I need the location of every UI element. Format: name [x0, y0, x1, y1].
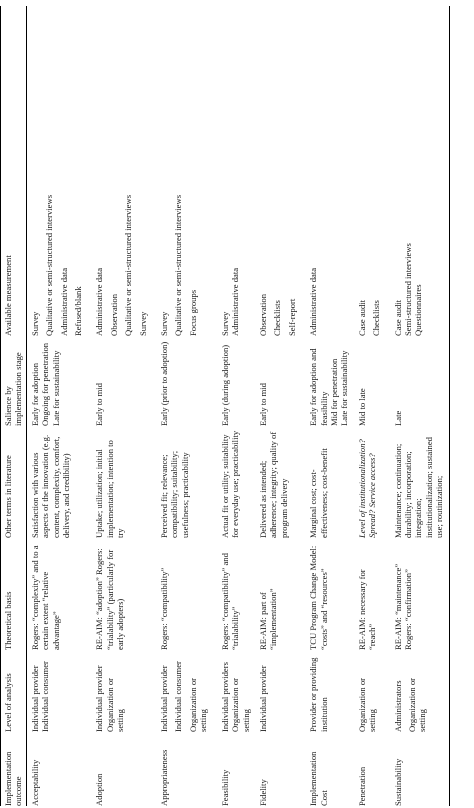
table-row: [156, 6, 217, 806]
cell-level: [390, 650, 450, 732]
cell-terms: Maintenance; continuation; durability; incorporation; integration; institutionalization; sustained use; routinization;: [390, 426, 450, 538]
level-item: Organization or setting: [187, 677, 209, 732]
cell-outcome: Acceptability: [29, 759, 40, 806]
cell-level: [26, 650, 91, 732]
cell-measurement: [217, 6, 255, 336]
measurement-item: Survey: [219, 311, 230, 336]
measurement-item: Administrative data: [308, 267, 319, 336]
cell-terms: Marginal cost; cost-effectiveness; cost-benefit: [308, 448, 329, 538]
level-item: Individual consumer: [173, 661, 184, 732]
measurement-item: Observation: [108, 293, 119, 336]
cell-terms: Level of institutionalization? Spread? Service access?: [356, 439, 378, 538]
cell-level: [255, 650, 305, 732]
salience-item: Late: [392, 410, 403, 426]
level-item: Individual providers: [219, 662, 230, 732]
cell-basis: RE-AIM: “adoption” Rogers: “trialability” (particularly for early adopters): [94, 548, 126, 650]
cell-salience: [305, 336, 354, 426]
cell-level: [217, 650, 255, 732]
header-basis: Theoretical basis: [1, 538, 27, 650]
cell-salience: [217, 336, 255, 426]
level-item: Individual consumer: [40, 661, 51, 732]
measurement-item: Observation: [257, 293, 268, 336]
level-item: Individual provider: [29, 665, 40, 732]
cell-outcome: Appropriateness: [159, 749, 170, 806]
cell-salience: [156, 336, 217, 426]
level-item: Organization or setting: [104, 677, 126, 732]
cell-level: [305, 650, 354, 732]
cell-basis: RE-AIM: necessary for “reach”: [356, 569, 378, 650]
cell-measurement: [305, 6, 354, 336]
cell-outcome: Penetration: [356, 766, 367, 806]
header-salience: Salience by implementation stage: [1, 336, 27, 426]
cell-basis: RE-AIM: “maintenance” Rogers: “confirmation”: [390, 538, 450, 650]
measurement-item: Questionnaires: [413, 284, 424, 336]
measurement-item: Checklists: [371, 300, 382, 336]
level-item: Provider or providing institution: [308, 657, 329, 732]
salience-item: Late for sustainability: [339, 350, 350, 426]
cell-measurement: [26, 6, 91, 336]
cell-terms: Satisfaction with various aspects of the innovation (e.g. content, complexity, comfort, delivery, and credibility): [29, 434, 72, 538]
cell-salience: [91, 336, 156, 426]
salience-item: Mid to late: [356, 388, 367, 426]
level-item: Organization or setting: [230, 677, 251, 732]
measurement-item: Semi-structured interviews: [402, 243, 413, 336]
measurement-item: Focus groups: [187, 289, 198, 336]
cell-level: [91, 650, 156, 732]
level-item: Organization or setting: [356, 677, 378, 732]
cell-basis: TCU Program Change Model: “costs” and “resources”: [308, 545, 329, 650]
table-row: [217, 6, 255, 806]
measurement-item: Administrative data: [230, 267, 241, 336]
measurement-item: Qualitative or semi-structured interviews: [173, 194, 184, 336]
cell-measurement: [354, 6, 390, 336]
measurement-item: Case audit: [356, 299, 367, 336]
table-row: [390, 6, 450, 806]
cell-level: [354, 650, 390, 732]
measurement-item: Self-report: [286, 298, 297, 336]
level-item: Administrators: [392, 680, 403, 732]
salience-item: Ongoing for penetration: [40, 342, 51, 426]
salience-item: Early to mid: [94, 383, 105, 426]
header-terms: Other terms in literature: [1, 426, 27, 538]
level-item: Organization or setting: [406, 677, 428, 732]
measurement-item: Survey: [159, 311, 170, 336]
cell-measurement: [156, 6, 217, 336]
cell-level: [156, 650, 217, 732]
table-row: [91, 6, 156, 806]
salience-item: Late for sustainability: [50, 350, 61, 426]
cell-terms: Uptake; utilization; initial implementation; intention to try: [94, 440, 126, 538]
measurement-item: Qualitative or semi-structured interviews: [44, 194, 55, 336]
cell-measurement: [390, 6, 450, 336]
cell-outcome: Feasibility: [219, 769, 230, 806]
header-level: Level of analysis: [1, 650, 27, 732]
table-row: [305, 6, 354, 806]
cell-salience: [354, 336, 390, 426]
cell-salience: [26, 336, 91, 426]
salience-item: Mid for penetration: [328, 358, 339, 426]
salience-item: Early for adoption: [29, 362, 40, 426]
level-item: Individual provider: [159, 665, 170, 732]
cell-terms: Perceived fit; relevance; compatibility; suitability; usefulness; practicability: [159, 450, 190, 538]
cell-basis: Rogers: “compatibility” and “trialability”: [219, 553, 241, 650]
measurement-item: Refused/blank: [73, 286, 84, 336]
cell-terms: Actual fit or utility; suitability for everyday use; practicability: [219, 430, 241, 538]
salience-item: Early to mid: [257, 383, 268, 426]
cell-outcome: Fidelity: [257, 779, 268, 806]
measurement-item: Qualitative or semi-structured interviews: [123, 194, 134, 336]
table-row: [255, 6, 305, 806]
cell-outcome: Adoption: [94, 773, 105, 806]
cell-basis: RE-AIM: part of “implementation”: [257, 588, 279, 650]
table-row: [26, 6, 91, 806]
cell-basis: Rogers: “compatibility”: [159, 567, 170, 650]
cell-basis: Rogers: “complexity” and to a certain extent “relative advantage”: [29, 545, 61, 650]
cell-measurement: [91, 6, 156, 336]
cell-salience: [390, 336, 450, 426]
cell-salience: [255, 336, 305, 426]
measurement-item: Administrative data: [58, 267, 69, 336]
measurement-item: Survey: [29, 311, 40, 336]
header-outcome: Implementation outcome: [1, 732, 27, 806]
header-row: [1, 6, 27, 806]
level-item: Individual provider: [94, 665, 105, 732]
measurement-item: Survey: [137, 311, 148, 336]
measurement-item: Case audit: [392, 299, 403, 336]
cell-outcome: Implementation Cost: [308, 751, 329, 806]
salience-item: Early (prior to adoption): [159, 341, 170, 426]
salience-item: Early (during adoption): [219, 344, 230, 426]
header-measurement: Available measurement: [1, 6, 27, 336]
measurement-item: Checklists: [272, 300, 283, 336]
cell-outcome: Sustainability: [390, 732, 450, 806]
implementation-outcomes-table: [0, 6, 450, 806]
cell-terms: Delivered as intended; adherence; integrity; quality of program delivery: [257, 431, 289, 538]
measurement-item: Administrative data: [94, 267, 105, 336]
cell-measurement: [255, 6, 305, 336]
level-item: Individual provider: [257, 665, 268, 732]
salience-item: Early for adoption and feasibility: [308, 348, 329, 426]
table-row: [354, 6, 390, 806]
